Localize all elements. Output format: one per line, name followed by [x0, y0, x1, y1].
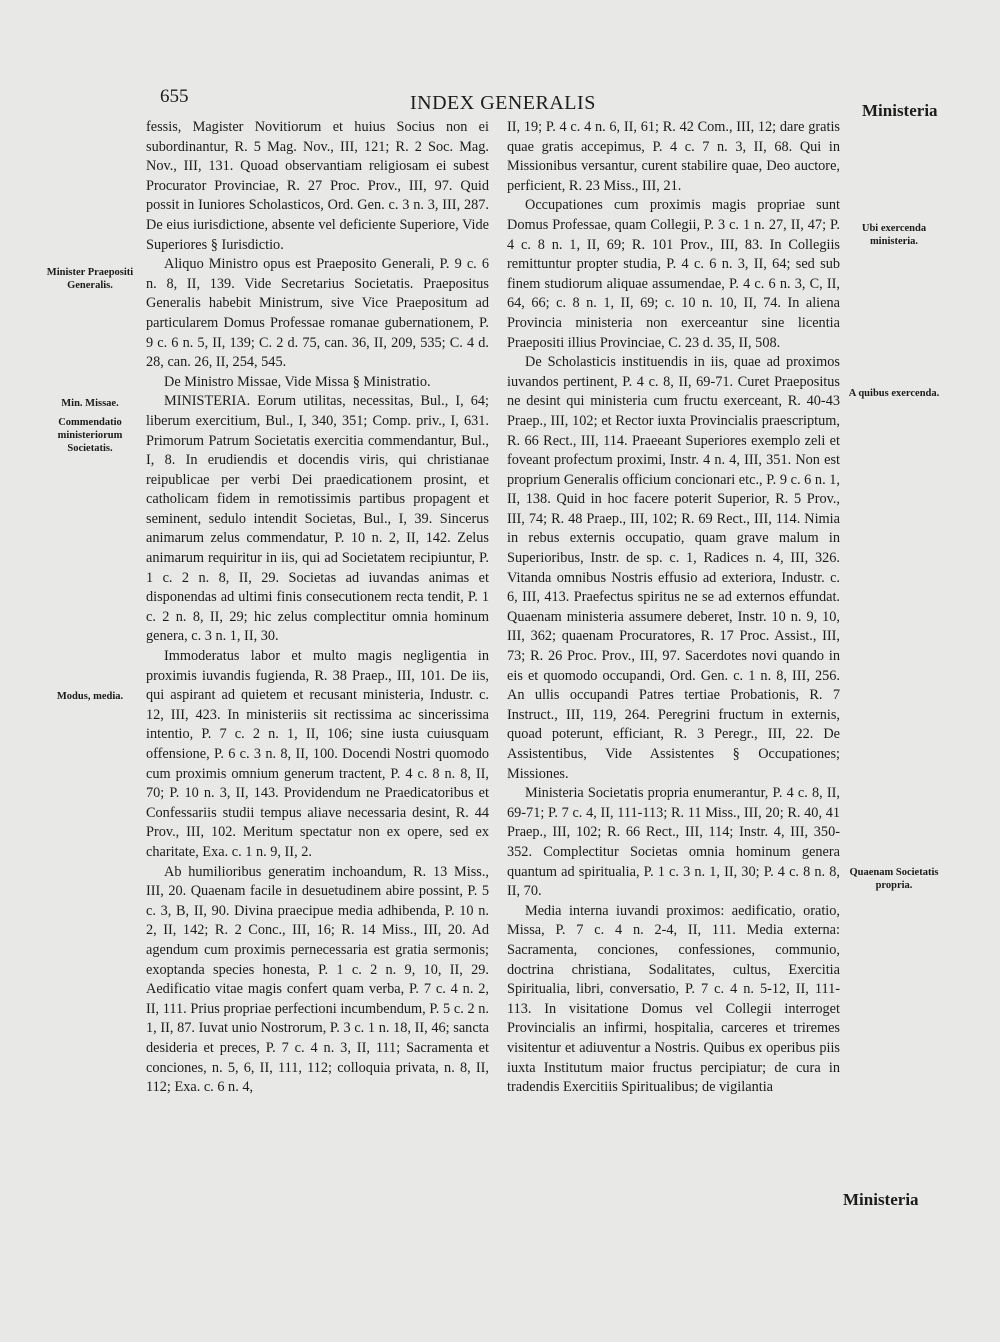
paragraph: MINISTERIA. Eorum utilitas, necessitas, Bul., I, 64; liberum exercitium, Bul., I, 340, 351; Comp. priv., I, 631. Primorum Patrum Societatis exercitia commendantur, Bul., I, 8. In erudiendis et docendis viris, qui christianae reipublicae per verbi Dei praedicationem prosint, et catholicam fidem in remotissimis partibus propagent et seminent, sedulo intendit Societas, Bul., I, 39. Sincerus animarum zelus commendatur, P. 10 n. 2, II, 142. Zelus animarum requiritur in iis, qui ad Societatem recipiuntur, P. 1 c. 2 n. 8, II, 29. Societas ad iuvandas animas et disponendas ad ultimi finis consecutionem recta tendit, P. 1 c. 2 n. 8, II, 29; hic zelus complectitur omnia hominum genera, c. 3 n. 1, II, 30. [146, 393, 489, 645]
running-head: Ministeria [862, 101, 938, 120]
margin-note-modus-media: Modus, media. [56, 691, 124, 702]
margin-note-ubi-exercenda: Ubi exercenda ministeria. [861, 223, 927, 247]
paragraph: Ab humilioribus generatim inchoandum, R. 13 Miss., III, 20. Quaenam facile in desuetudinem abire possint, P. 5 c. 3, B, II, 90. Divina praecipue media adhibenda, P. 10 n. 2, II, 142; R. 2 Conc., III, 16; R. 14 Miss., III, 20. Ad agendum cum proximis pernecessaria est gratia sermonis; exoptanda species honesta, P. 1 c. 2 n. 9, 10, II, 29. Aedificatio vitae magis confert quam verba, P. 7 c. 4 n. 2, II, 111. Prius propriae perfectioni incumbendum, P. 5 c. 2 n. 1, II, 87. Iuvat unio Nostrorum, P. 3 c. 1 n. 18, II, 46; sancta desideria et preces, P. 7 c. 4 n. 3, II, 111; Sacramenta et conciones, n. 5, 6, II, 111, 112; colloquia privata, n. 8, II, 112; Exa. c. 6 n. 4, [146, 863, 489, 1096]
paragraph: II, 19; P. 4 c. 4 n. 6, II, 61; R. 42 Com., III, 12; dare gratis quae gratis accepimus, P. 4 c. 7 n. 3, II, 68. Qui in Missionibus versantur, curent stabilire quae, Deo auctore, perficient, R. 23 Miss., III, 21. [507, 119, 840, 194]
paragraph: Media interna iuvandi proximos: aedificatio, oratio, Missa, P. 7 c. 4 n. 2-4, II, 111. Media externa: Sacramenta, conciones, confessiones, communio, doctrina christiana, Sodalitates, cultus, Exercitia Spiritualia, libri, conversatio, P. 7 c. 4 n. 5-12, II, 111-113. In visitatione Domus vel Collegii interroget Provincialis an infirmi, hospitalia, carceres et triremes visitentur et adiuventur a Nostris. Quibus ex operibus piis iuxta Institutum maior fructus percipiatur; de cura in tradendis Exercitiis Spiritualibus; de vigilantia [507, 902, 840, 1096]
margin-note-minister-praepositi: Minister Praepositi Generalis. [46, 267, 134, 291]
page-number: 655 [160, 86, 189, 107]
paragraph: De Ministro Missae, Vide Missa § Ministratio. [164, 373, 431, 390]
right-text-column [507, 118, 840, 1098]
margin-note-a-quibus: A quibus exercenda. [848, 388, 940, 399]
paragraph: fessis, Magister Novitiorum et huius Socius non ei subordinantur, R. 5 Mag. Nov., III, 121; R. 2 Soc. Mag. Nov., III, 131. Quoad observantiam religiosam ei subest Procurator Provinciae, R. 27 Proc. Prov., III, 97. Quid possit in Iuniores Scholasticos, Ord. Gen. c. 3 n. 3, III, 287. De eius iurisdictione, absente vel deficiente Superiore, Vide Superiores § Iurisdictio. [146, 119, 489, 253]
paragraph: Occupationes cum proximis magis propriae sunt Domus Professae, quam Collegii, P. 3 c. 1 n. 27, II, 47; P. 4 c. 8 n. 1, II, 69; R. 101 Prov., III, 83. In Collegiis remittuntur propter studia, P. 4 c. 6 n. 3, II, 64; sed sub finem studiorum aliquae assumendae, P. 4 c. 6 n. 3, C, II, 64, 66; c. 8 n. 1, II, 69; c. 10 n. 10, II, 74. In aliena Provincia ministeria non exerceantur sine licentia Praepositi illius Provinciae, C. 23 d. 35, II, 508. [507, 197, 840, 351]
catchword: Ministeria [843, 1190, 919, 1209]
left-text-column [146, 118, 489, 1098]
paragraph: De Scholasticis instituendis in iis, quae ad proximos iuvandos pertinent, P. 4 c. 8, II, 69-71. Curet Praepositus ne desint qui ministeria cum fructu exerceant, R. 40-43 Praep., III, 102; et Rector iuxta Provincialis praescriptum, R. 66 Rect., III, 114. Praeeant Superiores exemplo zeli et foveant profectum proximi, Instr. 4 n. 4, III, 351. Non est proprium Generalis officium concionari etc., P. 9 c. 6 n. 1, II, 138. Quid in hoc facere poterit Superior, R. 5 Prov., III, 74; R. 48 Praep., III, 102; R. 69 Rect., III, 114. Nimia in rebus externis occupatio, quam grave malum in Superioribus, Instr. de sp. c. 1, Radices n. 4, III, 326. Vitanda omnibus Nostris effusio ad exteriora, Industr. c. 6, III, 413. Praefectus spiritus ne se ad externos effundat. Quaenam ministeria assumere deberet, Instr. 10 n. 9, 10, III, 362; quaenam Procuratores, R. 17 Proc. Assist., III, 73; R. 26 Proc. Prov., III, 97. Sacerdotes novi quando in eis et quomodo occupandi, Ord. Gen. c. 1 n. 8, III, 256. An ullis occupandi Patres tertiae Probationis, R. 7 Instruct., III, 119, 264. Peregrini fructum in externis, quoad poterunt, efficiant, R. 3 Peregr., III, 22. De Assistentibus, Vide Assistentes § Occupationes; Missiones. [507, 354, 840, 782]
paragraph: Immoderatus labor et multo magis negligentia in proximis iuvandis fugienda, R. 38 Praep., III, 101. De iis, qui aspirant ad quietem et recusant ministeria, Industr. c. 12, III, 423. In ministeriis sit rectissima ac sincerissima intentio, P. 7 c. 2 n. 1, II, 106; sine iusta cuiusquam offensione, P. 6 c. 3 n. 8, II, 100. Docendi Nostri quomodo cum proximis omnium generum tractent, P. 4 c. 8 n. 8, II, 70; P. 10 n. 3, II, 143. Providendum ne Praedicatoribus et Confessariis studii tempus aliave necessaria desint, R. 44 Prov., III, 102. Meritum spectatur non ex opere, sed ex charitate, Exa. c. 1 n. 9, II, 2. [146, 648, 489, 860]
margin-note-quaenam-propria: Quaenam Societatis propria. [849, 867, 939, 891]
paragraph: Ministeria Societatis propria enumerantur, P. 4 c. 8, II, 69-71; P. 7 c. 4, II, 111-113; R. 11 Miss., III, 20; R. 40, 41 Praep., III, 102; R. 66 Rect., III, 114; Instr. 4, III, 350-352. Complectitur Societas omnia hominum genera quantum ad spiritualia, P. 1 c. 3 n. 1, II, 30; P. 4 c. 8 n. 8, II, 70. [507, 785, 840, 900]
page-title: INDEX GENERALIS [410, 92, 596, 114]
margin-note-min-missae: Min. Missae. [61, 398, 119, 409]
paragraph: Aliquo Ministro opus est Praeposito Generali, P. 9 c. 6 n. 8, II, 139. Vide Secretarius Societatis. Praepositus Generalis habebit Ministrum, sive Vice Praepositum ad particularem Domus Professae romanae gubernationem, P. 9 c. 6 n. 5, II, 139; C. 2 d. 75, can. 36, II, 209, 535; C. 4 d. 28, can. 26, II, 254, 545. [146, 256, 489, 371]
margin-note-commendatio: Commendatio ministeriorum Societatis. [57, 417, 123, 454]
